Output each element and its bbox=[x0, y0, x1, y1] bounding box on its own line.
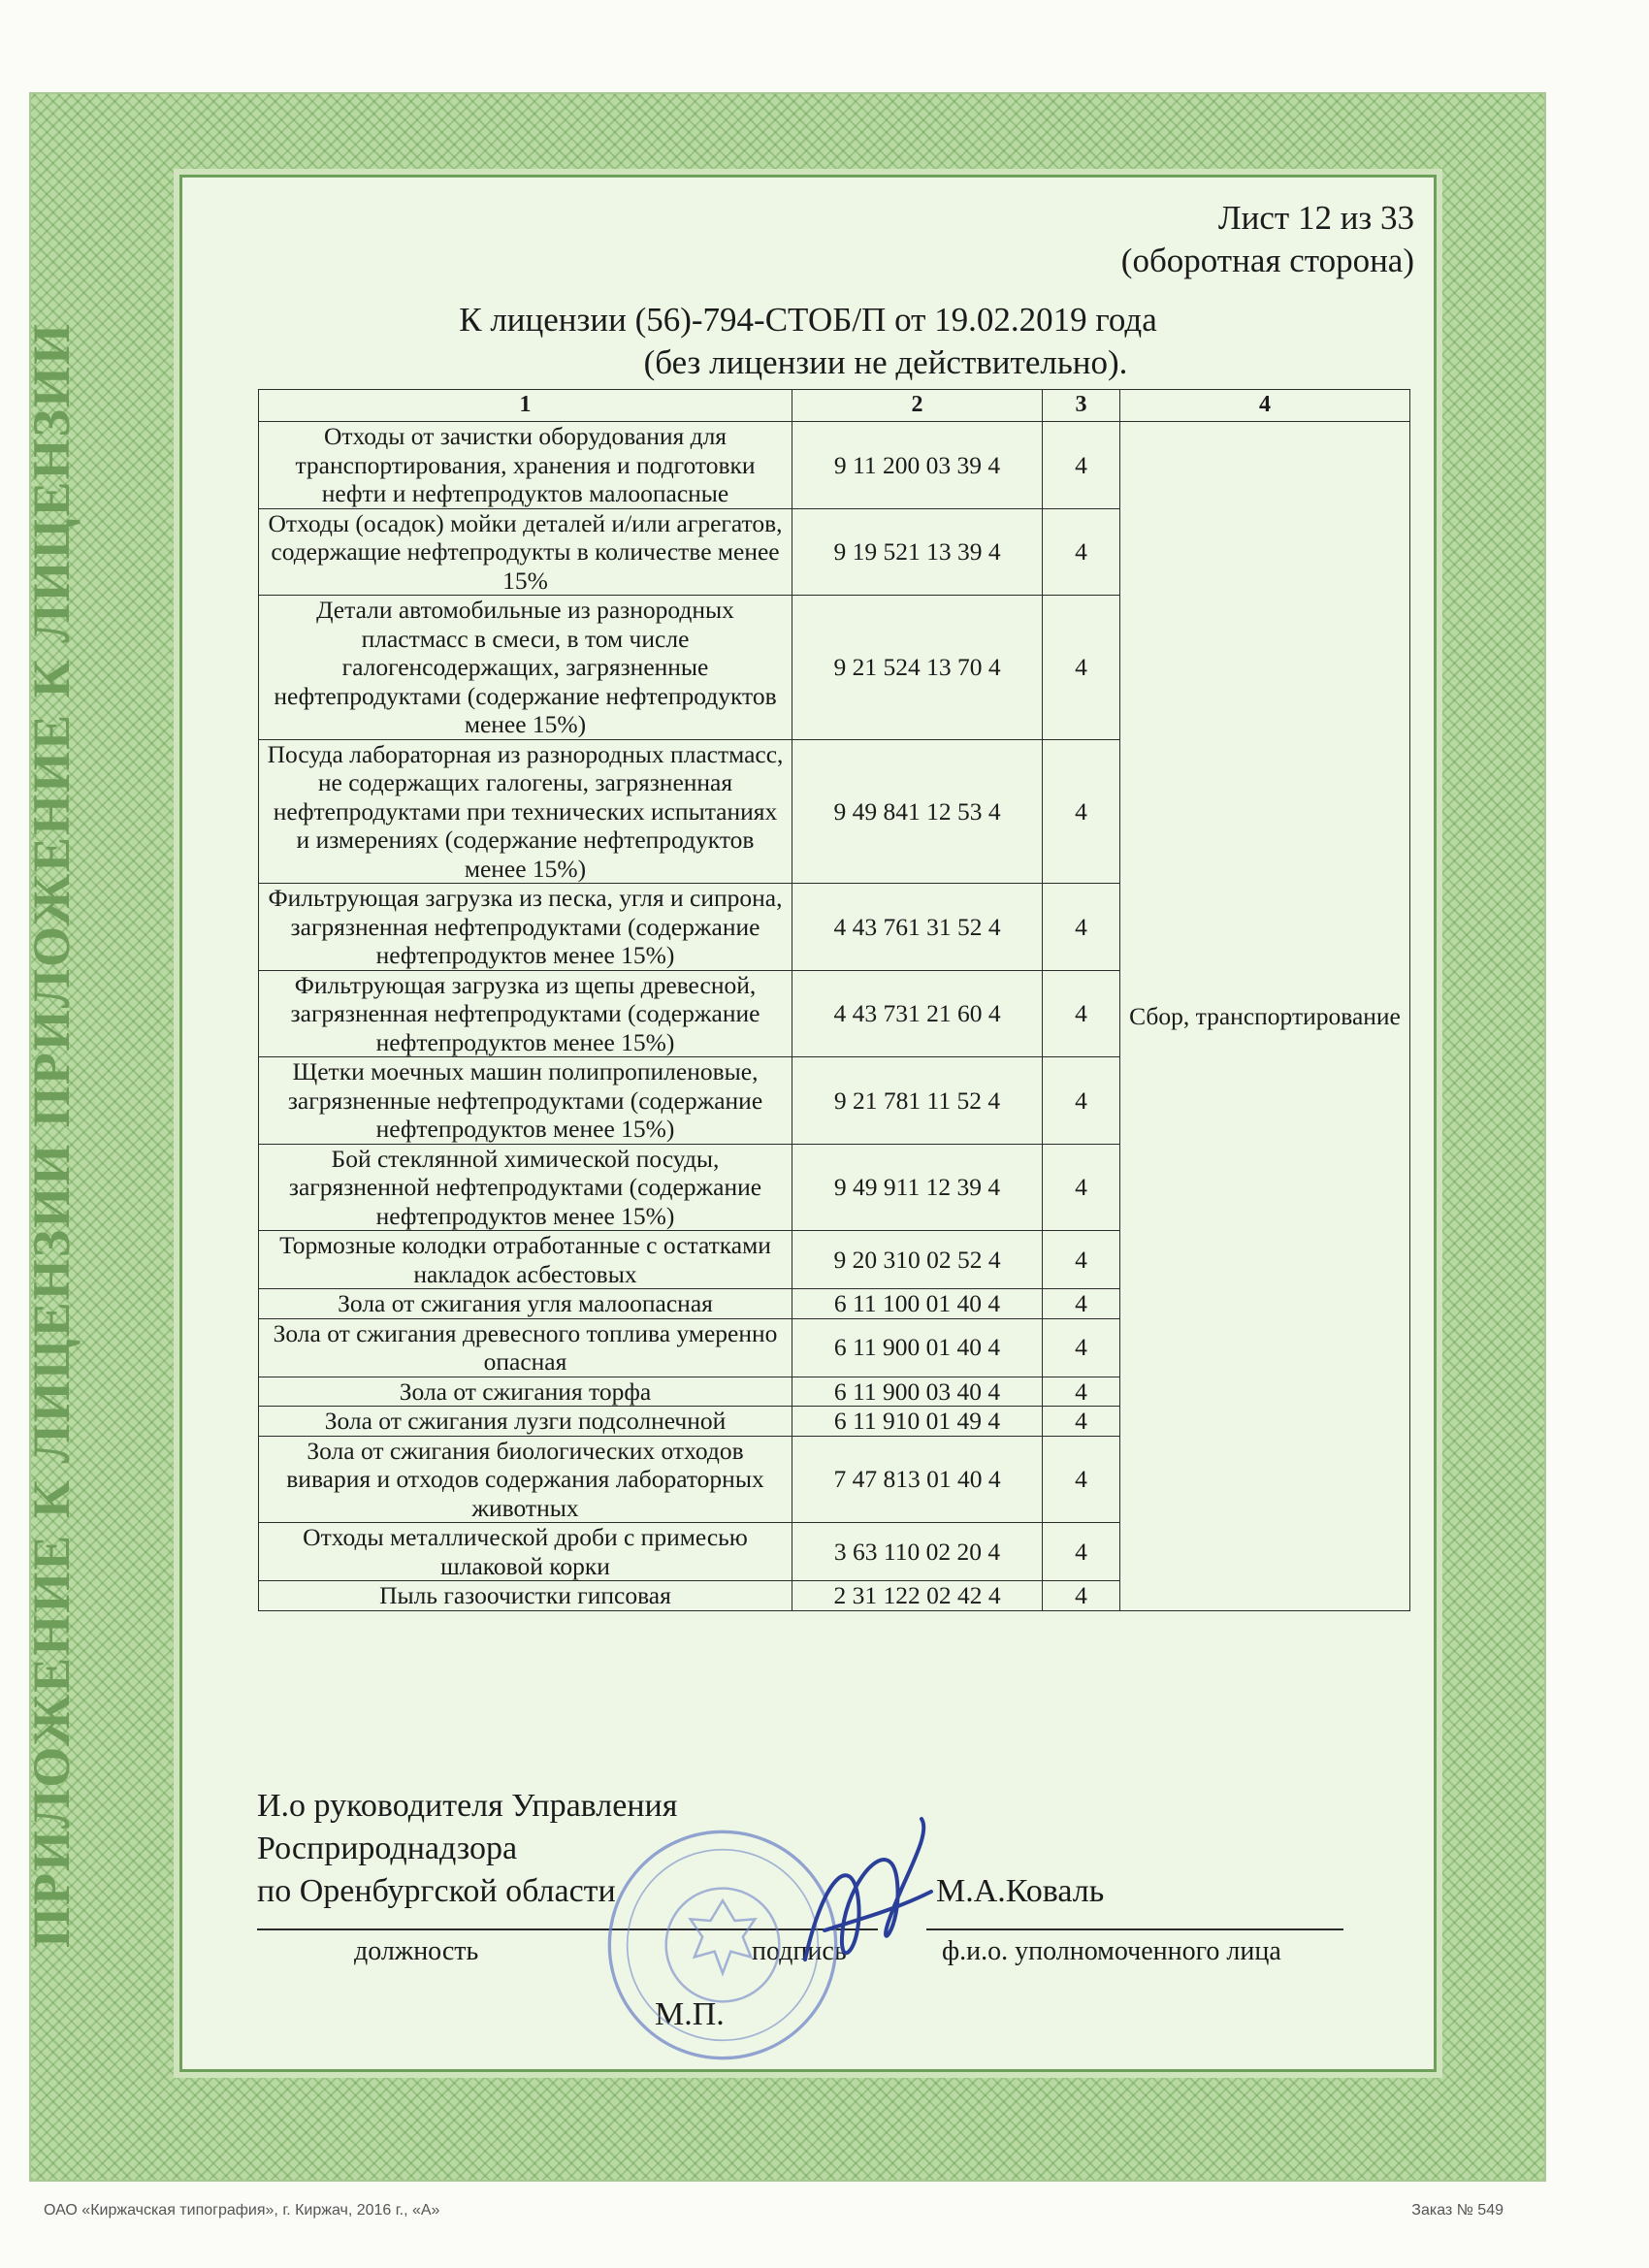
license-header bbox=[182, 299, 1434, 384]
fkko-code-cell: 6 11 100 01 40 4 bbox=[792, 1289, 1043, 1319]
waste-name-cell: Пыль газоочистки гипсовая bbox=[259, 1581, 792, 1611]
waste-name-cell: Зола от сжигания древесного топлива умеренно опасная bbox=[259, 1318, 792, 1377]
waste-name-cell: Детали автомобильные из разнородных пластмасс в смеси, в том числе галогенсодержащих, загрязненные нефтепродуктами (содержание нефтепродуктов менее 15%) bbox=[259, 596, 792, 740]
hazard-class-cell: 4 bbox=[1043, 1231, 1120, 1289]
hazard-class-cell: 4 bbox=[1043, 1318, 1120, 1377]
fkko-code-cell: 6 11 900 03 40 4 bbox=[792, 1377, 1043, 1407]
license-title: К лицензии (56)-794-СТОБ/П от 19.02.2019 года bbox=[459, 301, 1157, 339]
handwritten-signature bbox=[766, 1814, 960, 2018]
waste-name-cell: Посуда лабораторная из разнородных пластмасс, не содержащих галогены, загрязненная нефтепродуктами при технических испытаниях и измерениях (содержание нефтепродуктов менее 15%) bbox=[259, 739, 792, 884]
signer-title-line: Росприроднадзора bbox=[257, 1831, 518, 1866]
hazard-class-cell: 4 bbox=[1043, 1057, 1120, 1145]
fkko-code-cell: 6 11 910 01 49 4 bbox=[792, 1407, 1043, 1437]
fkko-code-cell: 2 31 122 02 42 4 bbox=[792, 1581, 1043, 1611]
sheet-side: (оборотная сторона) bbox=[1120, 242, 1414, 279]
column-header: 4 bbox=[1120, 390, 1410, 422]
waste-name-cell: Зола от сжигания торфа bbox=[259, 1377, 792, 1407]
fkko-code-cell: 9 21 781 11 52 4 bbox=[792, 1057, 1043, 1145]
hazard-class-cell: 4 bbox=[1043, 1144, 1120, 1231]
column-header: 2 bbox=[792, 390, 1043, 422]
waste-name-cell: Бой стеклянной химической посуды, загрязненной нефтепродуктами (содержание нефтепродуктов менее 15%) bbox=[259, 1144, 792, 1231]
waste-name-cell: Отходы металлической дроби с примесью шлаковой корки bbox=[259, 1523, 792, 1581]
waste-name-cell: Отходы (осадок) мойки деталей и/или агрегатов, содержащие нефтепродукты в количестве менее 15% bbox=[259, 508, 792, 596]
side-caption-text: ПРИЛОЖЕНИЕ К ЛИЦЕНЗИИ ПРИЛОЖЕНИЕ К ЛИЦЕНЗИИ bbox=[22, 322, 81, 1948]
fkko-code-cell: 9 49 911 12 39 4 bbox=[792, 1144, 1043, 1231]
signer-title-line: по Оренбургской области bbox=[257, 1873, 616, 1909]
table-header-row bbox=[259, 390, 1410, 422]
side-caption bbox=[8, 92, 95, 2178]
hazard-class-cell: 4 bbox=[1043, 1581, 1120, 1611]
waste-name-cell: Зола от сжигания угля малоопасная bbox=[259, 1289, 792, 1319]
table-row bbox=[259, 422, 1410, 509]
hazard-class-cell: 4 bbox=[1043, 1289, 1120, 1319]
hazard-class-cell: 4 bbox=[1043, 1523, 1120, 1581]
activity-type-cell: Сбор, транспортирование bbox=[1120, 422, 1410, 1611]
fkko-code-cell: 6 11 900 01 40 4 bbox=[792, 1318, 1043, 1377]
hazard-class-cell: 4 bbox=[1043, 422, 1120, 509]
column-header: 1 bbox=[259, 390, 792, 422]
position-label: должность bbox=[354, 1936, 479, 1966]
fkko-code-cell: 9 20 310 02 52 4 bbox=[792, 1231, 1043, 1289]
hazard-class-cell: 4 bbox=[1043, 1377, 1120, 1407]
fkko-code-cell: 4 43 731 21 60 4 bbox=[792, 970, 1043, 1057]
waste-name-cell: Тормозные колодки отработанные с остатками накладок асбестовых bbox=[259, 1231, 792, 1289]
fkko-code-cell: 9 19 521 13 39 4 bbox=[792, 508, 1043, 596]
fkko-code-cell: 9 49 841 12 53 4 bbox=[792, 739, 1043, 884]
order-number: Заказ № 549 bbox=[1411, 2202, 1504, 2219]
waste-table bbox=[258, 389, 1410, 1611]
column-header: 3 bbox=[1043, 390, 1120, 422]
sheet-number: Лист 12 из 33 bbox=[1217, 199, 1414, 237]
signer-title-line: И.о руководителя Управления bbox=[257, 1788, 678, 1824]
fkko-code-cell: 7 47 813 01 40 4 bbox=[792, 1436, 1043, 1523]
waste-name-cell: Отходы от зачистки оборудования для транспортирования, хранения и подготовки нефти и нефтепродуктов малоопасные bbox=[259, 422, 792, 509]
printer-imprint: ОАО «Киржачская типография», г. Киржач, 2016 г., «А» bbox=[44, 2202, 440, 2219]
fkko-code-cell: 9 11 200 03 39 4 bbox=[792, 422, 1043, 509]
waste-name-cell: Щетки моечных машин полипропиленовые, загрязненные нефтепродуктами (содержание нефтепродуктов менее 15%) bbox=[259, 1057, 792, 1145]
hazard-class-cell: 4 bbox=[1043, 739, 1120, 884]
fkko-code-cell: 4 43 761 31 52 4 bbox=[792, 884, 1043, 971]
waste-name-cell: Зола от сжигания биологических отходов вивария и отходов содержания лабораторных животных bbox=[259, 1436, 792, 1523]
license-validity: (без лицензии не действительно). bbox=[643, 343, 1128, 381]
fio-label: ф.и.о. уполномоченного лица bbox=[942, 1936, 1281, 1966]
hazard-class-cell: 4 bbox=[1043, 596, 1120, 740]
waste-name-cell: Зола от сжигания лузги подсолнечной bbox=[259, 1407, 792, 1437]
sheet-header bbox=[1121, 197, 1414, 282]
sign-label: подпись bbox=[752, 1936, 847, 1966]
waste-name-cell: Фильтрующая загрузка из щепы древесной, загрязненная нефтепродуктами (содержание нефтепродуктов менее 15%) bbox=[259, 970, 792, 1057]
seal-place-label: М.П. bbox=[655, 1996, 725, 2032]
hazard-class-cell: 4 bbox=[1043, 884, 1120, 971]
hazard-class-cell: 4 bbox=[1043, 508, 1120, 596]
signer-name: М.А.Коваль bbox=[936, 1873, 1105, 1909]
fkko-code-cell: 3 63 110 02 20 4 bbox=[792, 1523, 1043, 1581]
hazard-class-cell: 4 bbox=[1043, 970, 1120, 1057]
hazard-class-cell: 4 bbox=[1043, 1407, 1120, 1437]
fkko-code-cell: 9 21 524 13 70 4 bbox=[792, 596, 1043, 740]
hazard-class-cell: 4 bbox=[1043, 1436, 1120, 1523]
waste-name-cell: Фильтрующая загрузка из песка, угля и сипрона, загрязненная нефтепродуктами (содержание нефтепродуктов менее 15%) bbox=[259, 884, 792, 971]
